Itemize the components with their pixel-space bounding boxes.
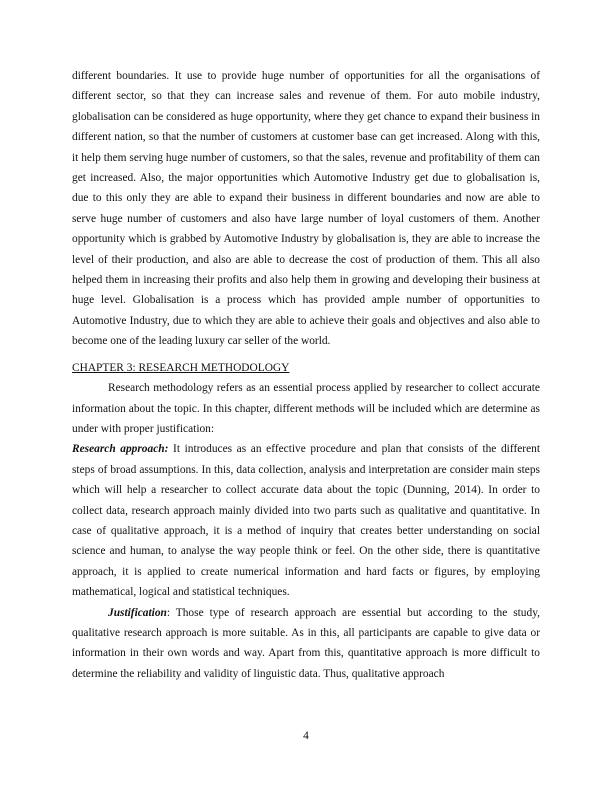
justification-paragraph — [72, 603, 540, 685]
research-approach-label: Research approach: — [72, 443, 169, 456]
chapter-heading: CHAPTER 3: RESEARCH METHODOLOGY — [72, 361, 290, 374]
research-approach-paragraph — [72, 439, 540, 602]
methodology-paragraph: Research methodology refers as an essential process applied by researcher to collect accurate information about the topic. In this chapter, different methods will be included which are determine as under with proper justification: — [72, 382, 540, 435]
justification-text: : Those type of research approach are essential but according to the study, qualitative research approach is more suitable. As in this, all participants are capable to give data or information in their own words and way. Apart from this, quantitative approach is more difficult to determine the reliability and validity of linguistic data. Thus, qualitative approach — [72, 606, 540, 680]
page-number: 4 — [303, 730, 309, 742]
intro-paragraph: different boundaries. It use to provide huge number of opportunities for all the organisations of different sector, so that they can increase sales and revenue of them. For auto mobile industry, globalisation can be considered as huge opportunity, where they get chance to expand their business in different nation, so that the number of customers at customer base can get increased. Along with this, it help them serving huge number of customers, so that the sales, revenue and profitability of them can get increased. Also, the major opportunities which Automotive Industry get due to globalisation is, due to this only they are able to expand their business in different boundaries and now are able to serve huge number of customers and also have large number of loyal customers of them. Another opportunity which is grabbed by Automotive Industry by globalisation is, they are able to increase the level of their production, and also are able to decrease the cost of production of them. This all also helped them in increasing their profits and also help them in growing and developing their business at huge level. Globalisation is a process which has provided ample number of opportunities to Automotive Industry, due to which they are able to achieve their goals and objectives and also able to become one of the leading luxury car seller of the world. — [72, 70, 540, 348]
justification-label: Justification — [108, 606, 167, 619]
document-body — [72, 66, 540, 684]
research-approach-text: It introduces as an effective procedure and plan that consists of the different steps of broad assumptions. In this, data collection, analysis and interpretation are consider main steps which will help a researcher to collect accurate data about the topic (Dunning, 2014). In order to collect data, research approach mainly divided into two parts such as qualitative and quantitative. In case of qualitative approach, it is a method of inquiry that creates better understanding on social science and human, to analyse the way people think or feel. On the other side, there is quantitative approach, it is applied to create numerical information and hard facts or figures, by employing mathematical, logical and statistical techniques. — [72, 443, 540, 599]
